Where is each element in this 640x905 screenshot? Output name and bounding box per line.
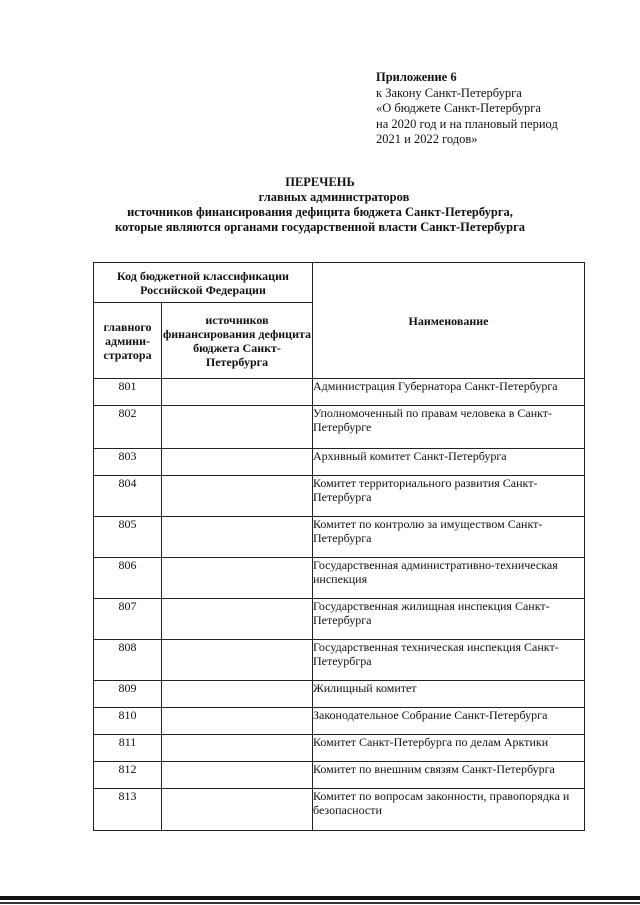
table-row [94, 517, 585, 558]
table-row [94, 558, 585, 599]
table-row [94, 789, 585, 831]
heading-line: главных администраторов [258, 190, 410, 204]
source-code [162, 762, 313, 789]
table-row [94, 762, 585, 789]
table-row [94, 406, 585, 449]
header-name: Наименование [313, 263, 585, 379]
admin-name: Уполномоченный по правам человека в Санкт-Петербурге [313, 406, 585, 449]
table-row [94, 735, 585, 762]
table-row [94, 681, 585, 708]
admin-code: 802 [94, 406, 162, 449]
source-code [162, 406, 313, 449]
source-code [162, 789, 313, 831]
admin-name: Комитет по внешним связям Санкт-Петербурга [313, 762, 585, 789]
admin-name: Государственная административно-техническая инспекция [313, 558, 585, 599]
heading-line: источников финансирования дефицита бюджета Санкт-Петербурга, [127, 205, 513, 219]
table-row [94, 640, 585, 681]
header-chief-admin: главного админи-стратора [94, 303, 162, 379]
source-code [162, 681, 313, 708]
admin-name: Государственная техническая инспекция Санкт-Петеурбгра [313, 640, 585, 681]
admin-name: Государственная жилищная инспекция Санкт-Петербурга [313, 599, 585, 640]
admin-code: 811 [94, 735, 162, 762]
source-code [162, 708, 313, 735]
admin-name: Комитет по контролю за имуществом Санкт-Петербурга [313, 517, 585, 558]
source-code [162, 558, 313, 599]
source-code [162, 599, 313, 640]
table-row [94, 449, 585, 476]
table-row [94, 476, 585, 517]
admin-name: Комитет Санкт-Петербурга по делам Арктики [313, 735, 585, 762]
admin-code: 807 [94, 599, 162, 640]
heading-line: которые являются органами государственной власти Санкт-Петербурга [114, 220, 525, 234]
admin-code: 805 [94, 517, 162, 558]
administrators-table [93, 262, 585, 831]
header-deficit-sources: источников финансирования дефицита бюджета Санкт-Петербурга [162, 303, 313, 379]
table-row [94, 708, 585, 735]
source-code [162, 640, 313, 681]
source-code [162, 517, 313, 558]
admin-code: 810 [94, 708, 162, 735]
admin-name: Комитет по вопросам законности, правопорядка и безопасности [313, 789, 585, 831]
admin-code: 801 [94, 379, 162, 406]
appendix-title: Приложение 6 [376, 70, 457, 84]
admin-code: 809 [94, 681, 162, 708]
document-heading [0, 175, 640, 235]
source-code [162, 449, 313, 476]
appendix-line: 2021 и 2022 годов» [376, 132, 478, 146]
appendix-line: на 2020 год и на плановый период [376, 116, 558, 131]
table-row [94, 379, 585, 406]
scan-edge-line [0, 902, 640, 904]
admin-name: Комитет территориального развития Санкт-Петербурга [313, 476, 585, 517]
admin-code: 804 [94, 476, 162, 517]
admin-name: Законодательное Собрание Санкт-Петербурга [313, 708, 585, 735]
heading-title: ПЕРЕЧЕНЬ [285, 175, 355, 189]
source-code [162, 379, 313, 406]
admin-name: Администрация Губернатора Санкт-Петербурга [313, 379, 585, 406]
header-classification-code: Код бюджетной классификации Российской Федерации [94, 263, 313, 303]
scan-edge-line [0, 896, 640, 900]
appendix-line: к Закону Санкт-Петербурга [376, 85, 522, 100]
source-code [162, 735, 313, 762]
admin-name: Жилищный комитет [313, 681, 585, 708]
admin-name: Архивный комитет Санкт-Петербурга [313, 449, 585, 476]
admin-code: 803 [94, 449, 162, 476]
appendix-block [376, 70, 558, 148]
admin-code: 808 [94, 640, 162, 681]
admin-code: 806 [94, 558, 162, 599]
admin-code: 812 [94, 762, 162, 789]
table-row [94, 599, 585, 640]
appendix-line: «О бюджете Санкт-Петербурга [376, 101, 541, 115]
admin-code: 813 [94, 789, 162, 831]
source-code [162, 476, 313, 517]
